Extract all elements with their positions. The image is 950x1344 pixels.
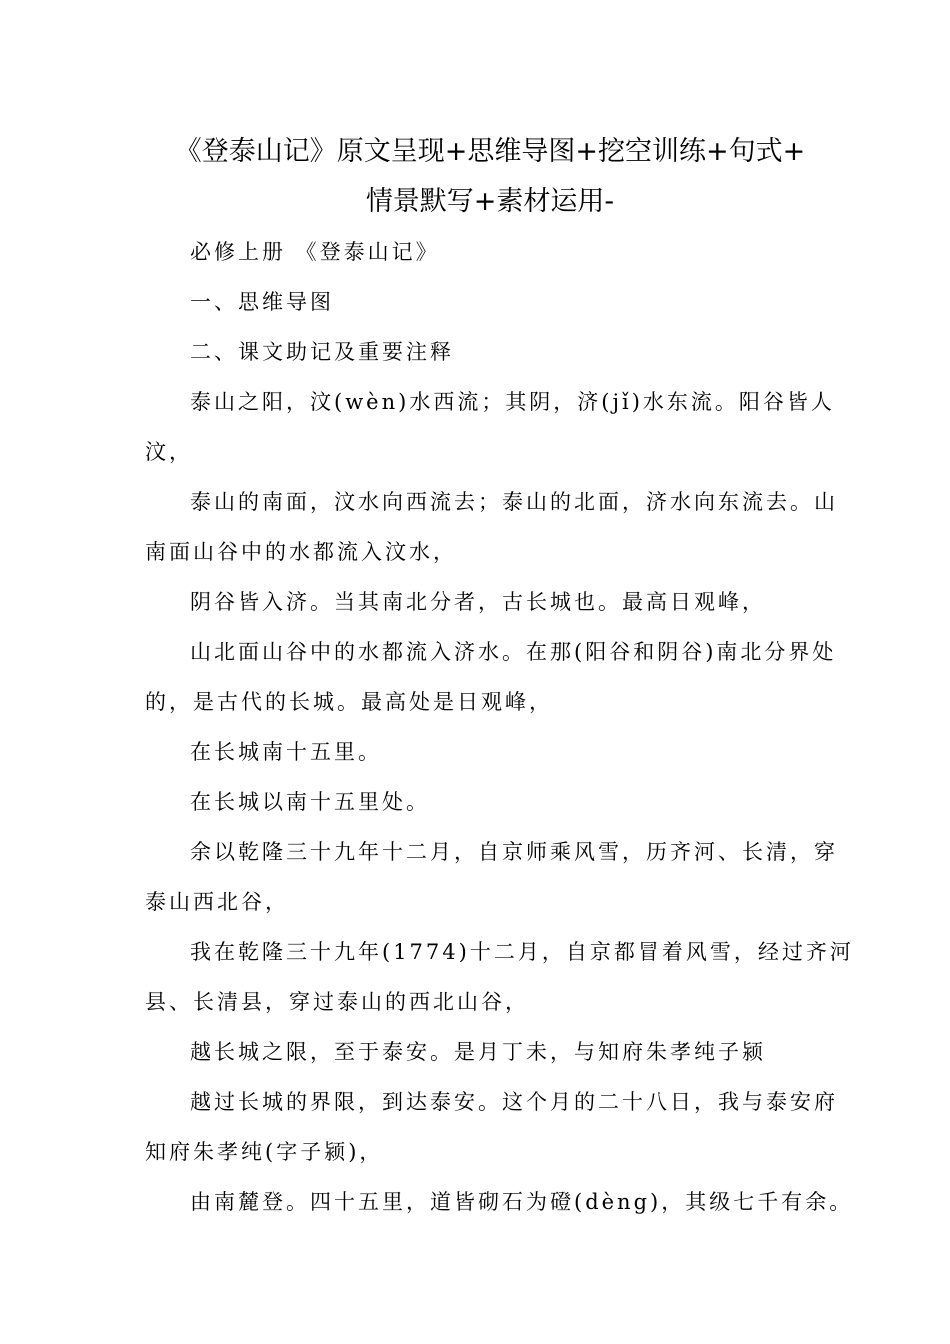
subtitle: 必修上册 《登泰山记》 [190, 240, 440, 264]
document-title-line-1: 《登泰山记》原文呈现+思维导图+挖空训练+句式+ [174, 136, 806, 167]
paragraph-line: 余以乾隆三十九年十二月，自京师乘风雪，历齐河、长清，穿 [190, 840, 838, 864]
paragraph-line: 泰山西北谷， [145, 890, 289, 914]
paragraph-line: 南面山谷中的水都流入汶水， [145, 540, 457, 564]
paragraph-line: 山北面山谷中的水都流入济水。在那(阳谷和阴谷)南北分界处 [190, 640, 837, 664]
section-heading-mindmap: 一、思维导图 [190, 290, 334, 314]
paragraph-line: 知府朱孝纯(字子颍)， [145, 1140, 384, 1164]
paragraph-line: 县、长清县，穿过泰山的西北山谷， [145, 990, 529, 1014]
paragraph-line: 的，是古代的长城。最高处是日观峰， [145, 690, 553, 714]
paragraph-line: 阴谷皆入济。当其南北分者，古长城也。最高日观峰， [190, 590, 766, 614]
paragraph-line: 越过长城的界限，到达泰安。这个月的二十八日，我与泰安府 [190, 1090, 838, 1114]
paragraph-line: 我在乾隆三十九年(1774)十二月，自京都冒着风雪，经过齐河 [190, 940, 854, 964]
paragraph-line: 由南麓登。四十五里，道皆砌石为磴(dèng)，其级七千有余。 [190, 1190, 854, 1214]
paragraph-line: 越长城之限，至于泰安。是月丁未，与知府朱孝纯子颍 [190, 1040, 766, 1064]
document-title-line-2: 情景默写+素材运用- [365, 186, 615, 217]
paragraph-line: 在长城以南十五里处。 [190, 790, 430, 814]
paragraph-line: 汶， [145, 440, 193, 464]
paragraph-line: 在长城南十五里。 [190, 740, 382, 764]
paragraph-line: 泰山的南面，汶水向西流去；泰山的北面，济水向东流去。山 [190, 490, 838, 514]
section-heading-notes: 二、课文助记及重要注释 [190, 340, 454, 364]
paragraph-line: 泰山之阳，汶(wèn)水西流；其阴，济(jǐ)水东流。阳谷皆人 [190, 390, 835, 414]
